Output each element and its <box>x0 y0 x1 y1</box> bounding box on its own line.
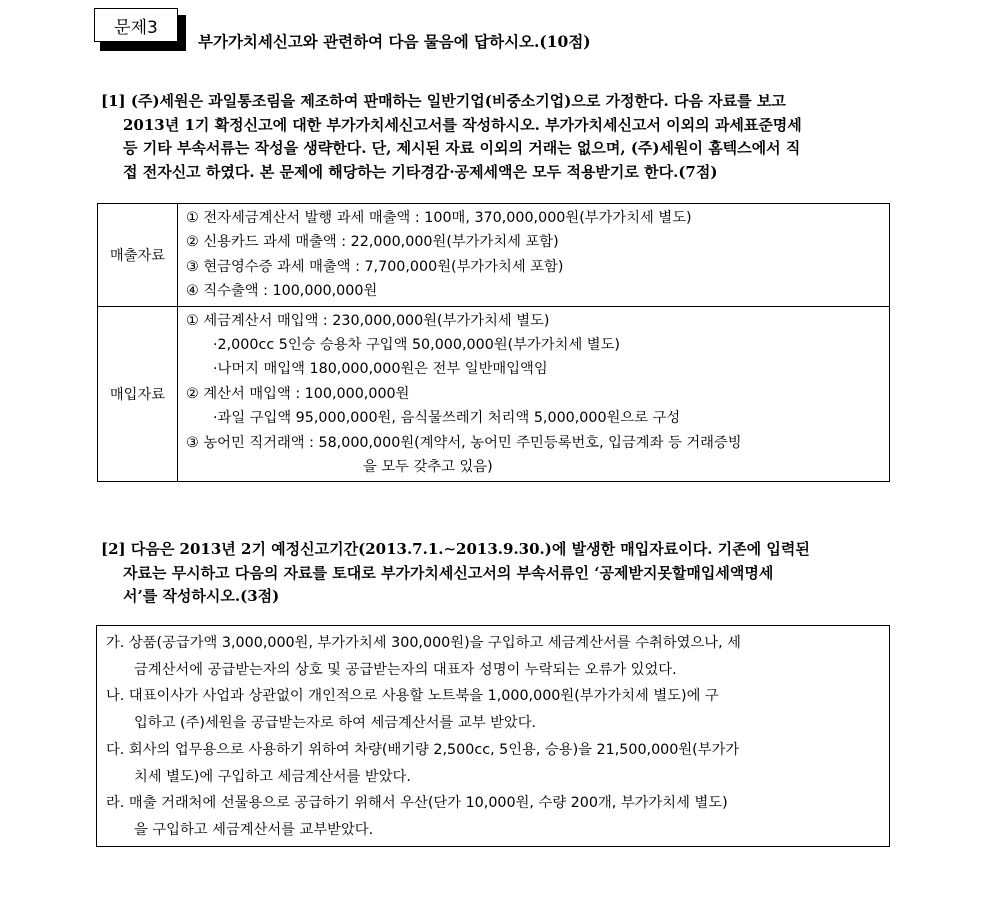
sales-content <box>178 204 890 307</box>
purchases-subitem: ·과일 구입액 95,000,000원, 음식물쓰레기 처리액 5,000,000원으로 구성 <box>213 410 681 427</box>
question-label-box <box>94 8 178 42</box>
part2-item: 다. 회사의 업무용으로 사용하기 위하여 차량(배기량 2,500cc, 5인용, 승용)을 21,500,000원(부가가 <box>106 741 740 758</box>
purchases-subitem: ·2,000cc 5인승 승용차 구입액 50,000,000원(부가가치세 별도) <box>213 337 620 354</box>
part2-instructions <box>101 538 810 609</box>
sales-item: ④ 직수출액 : 100,000,000원 <box>186 283 378 300</box>
purchases-subitem: ·나머지 매입액 180,000,000원은 전부 일반매입액임 <box>213 361 548 378</box>
question-label: 문제3 <box>114 17 158 38</box>
part1-line: [1] (주)세원은 과일통조림을 제조하여 판매하는 일반기업(비중소기업)으로 가정한다. 다음 자료를 보고 <box>101 92 786 110</box>
part2-line: [2] 다음은 2013년 2기 예정신고기간(2013.7.1.∼2013.9.30.)에 발생한 매입자료이다. 기존에 입력된 <box>101 540 810 558</box>
purchases-row <box>98 306 890 482</box>
purchases-label: 매입자료 <box>98 306 178 482</box>
part2-item-continuation: 치세 별도)에 구입하고 세금계산서를 받았다. <box>134 768 411 785</box>
part1-line: 등 기타 부속서류는 작성을 생략한다. 단, 제시된 자료 이외의 거래는 없으며, (주)세원이 홈텍스에서 직 <box>123 139 801 157</box>
part1-data-table <box>97 203 890 482</box>
purchases-content <box>178 306 890 482</box>
part1-line: 접 전자신고 하였다. 본 문제에 해당하는 기타경감·공제세액은 모두 적용받기로 한다.(7점) <box>123 162 718 181</box>
purchases-item: ② 계산서 매입액 : 100,000,000원 <box>186 385 410 402</box>
part1-line: 2013년 1기 확정신고에 대한 부가가치세신고서를 작성하시오. 부가가치세신고서 이외의 과세표준명세 <box>123 115 802 134</box>
question-title: 부가가치세신고와 관련하여 다음 물음에 답하시오.(10점) <box>198 32 591 51</box>
sales-item: ③ 현금영수증 과세 매출액 : 7,700,000원(부가가치세 포함) <box>186 258 564 275</box>
part2-line: 서’를 작성하시오.(3점) <box>123 587 280 605</box>
sales-row <box>98 204 890 307</box>
part2-data-box <box>96 625 890 847</box>
part2-item-continuation: 을 구입하고 세금계산서를 교부받았다. <box>134 821 374 838</box>
sales-item: ① 전자세금계산서 발행 과세 매출액 : 100매, 370,000,000원(부가가치세 별도) <box>186 210 692 226</box>
part1-instructions <box>101 90 802 184</box>
part2-item: 가. 상품(공급가액 3,000,000원, 부가가치세 300,000원)을 구입하고 세금계산서를 수취하였으나, 세 <box>106 635 741 651</box>
sales-item: ② 신용카드 과세 매출액 : 22,000,000원(부가가치세 포함) <box>186 234 559 251</box>
sales-label: 매출자료 <box>98 204 178 307</box>
part2-item: 라. 매출 거래처에 선물용으로 공급하기 위해서 우산(단가 10,000원, 수량 200개, 부가가치세 별도) <box>106 795 728 812</box>
part2-item-continuation: 금계산서에 공급받는자의 상호 및 공급받는자의 대표자 성명이 누락되는 오류가 있었다. <box>134 661 677 678</box>
purchases-item: ③ 농어민 직거래액 : 58,000,000원(계약서, 농어민 주민등록번호, 입금계좌 등 거래증빙 <box>186 434 742 451</box>
part2-item-continuation: 입하고 (주)세원을 공급받는자로 하여 세금계산서를 교부 받았다. <box>134 715 537 732</box>
purchases-item-continuation: 을 모두 갖추고 있음) <box>363 459 493 476</box>
purchases-item: ① 세금계산서 매입액 : 230,000,000원(부가가치세 별도) <box>186 312 550 329</box>
part2-item: 나. 대표이사가 사업과 상관없이 개인적으로 사용할 노트북을 1,000,000원(부가가치세 별도)에 구 <box>106 688 719 705</box>
part2-line: 자료는 무시하고 다음의 자료를 토대로 부가가치세신고서의 부속서류인 ‘공제받지못할매입세액명세 <box>123 563 774 582</box>
